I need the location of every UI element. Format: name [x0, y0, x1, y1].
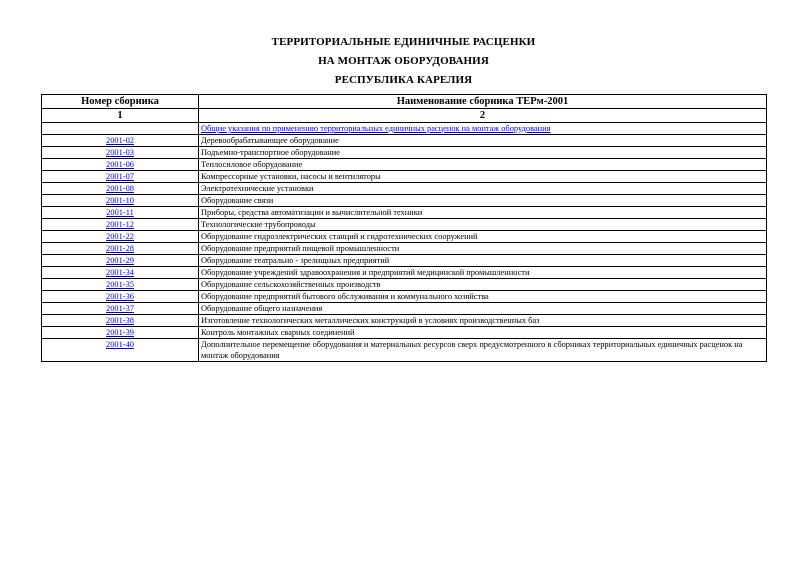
column-number-1: 1 [42, 109, 199, 123]
table-row [42, 219, 767, 231]
collection-name-cell: Компрессорные установки, насосы и вентиляторы [199, 171, 767, 183]
collection-code-link[interactable]: 2001-34 [106, 268, 134, 277]
collection-code-link[interactable]: 2001-38 [106, 316, 134, 325]
header-collection-name: Наименование сборника ТЕРм-2001 [199, 95, 767, 109]
table-row [42, 231, 767, 243]
collection-name-cell: Электротехнические установки [199, 183, 767, 195]
table-row [42, 339, 767, 362]
collection-name-cell: Изготовление технологических металлических конструкций в условиях производственных баз [199, 315, 767, 327]
collection-code-link[interactable]: 2001-29 [106, 256, 134, 265]
table-row [42, 207, 767, 219]
document-title [0, 36, 807, 93]
collection-name-cell: Приборы, средства автоматизации и вычислительной техники [199, 207, 767, 219]
collection-code-cell [42, 339, 199, 362]
table-row [42, 195, 767, 207]
column-number-2: 2 [199, 109, 767, 123]
table-row [42, 243, 767, 255]
column-number-row [42, 109, 767, 123]
title-line-3: РЕСПУБЛИКА КАРЕЛИЯ [334, 74, 473, 86]
collection-code-link[interactable]: 2001-10 [106, 196, 134, 205]
collection-code-cell [42, 291, 199, 303]
collection-code-cell [42, 183, 199, 195]
table-row [42, 135, 767, 147]
collection-name-cell: Контроль монтажных сварных соединений [199, 327, 767, 339]
title-line-2: НА МОНТАЖ ОБОРУДОВАНИЯ [318, 55, 489, 67]
collection-name-cell: Оборудование театрально - зрелищных предприятий [199, 255, 767, 267]
collection-name-cell: Дополнительное перемещение оборудования и материальных ресурсов сверх предусмотренного в сборниках территориальных единичных расценок на монтаж оборудования [199, 339, 767, 362]
collection-name-cell: Оборудование общего назначения [199, 303, 767, 315]
collection-code-link[interactable]: 2001-02 [106, 136, 134, 145]
table-row [42, 303, 767, 315]
collection-code-link[interactable]: 2001-39 [106, 328, 134, 337]
table-row [42, 183, 767, 195]
collection-code-link[interactable]: 2001-28 [106, 244, 134, 253]
collection-code-cell [42, 231, 199, 243]
collection-code-link[interactable]: 2001-37 [106, 304, 134, 313]
collection-code-link[interactable]: 2001-03 [106, 148, 134, 157]
collection-code-cell [42, 219, 199, 231]
collection-code-cell [42, 255, 199, 267]
collection-name-cell: Подъемно-транспортное оборудование [199, 147, 767, 159]
table-row [42, 291, 767, 303]
collection-code-cell [42, 147, 199, 159]
table-row [42, 171, 767, 183]
collection-code-cell [42, 159, 199, 171]
table-row [42, 267, 767, 279]
collection-code-cell [42, 207, 199, 219]
collection-code-cell [42, 195, 199, 207]
collection-code-cell [42, 279, 199, 291]
collection-name-cell: Оборудование гидроэлектрических станций и гидротехнических сооружений [199, 231, 767, 243]
table-row [42, 315, 767, 327]
table-row-intro [42, 123, 767, 135]
collection-code-link[interactable]: 2001-06 [106, 160, 134, 169]
collection-code-link[interactable]: 2001-40 [106, 340, 134, 349]
table-row [42, 327, 767, 339]
collection-code-link[interactable]: 2001-08 [106, 184, 134, 193]
collection-name-cell: Деревообрабатывающее оборудование [199, 135, 767, 147]
collection-name-cell: Оборудование связи [199, 195, 767, 207]
collection-code-cell [42, 267, 199, 279]
collection-name-cell: Оборудование сельскохозяйственных производств [199, 279, 767, 291]
general-instructions-link[interactable]: Общие указания по применению территориальных единичных расценок на монтаж оборудования [201, 124, 551, 133]
intro-name-cell [199, 123, 767, 135]
collection-code-link[interactable]: 2001-36 [106, 292, 134, 301]
collection-code-cell [42, 303, 199, 315]
table-row [42, 255, 767, 267]
table-header-row [42, 95, 767, 109]
collection-name-cell: Оборудование предприятий пищевой промышленности [199, 243, 767, 255]
table-row [42, 147, 767, 159]
collection-name-cell: Теплосиловое оборудование [199, 159, 767, 171]
collection-name-cell: Оборудование учреждений здравоохранения и предприятий медицинской промышленности [199, 267, 767, 279]
collection-code-link[interactable]: 2001-12 [106, 220, 134, 229]
collection-name-cell: Оборудование предприятий бытового обслуживания и коммунального хозяйства [199, 291, 767, 303]
intro-code-cell [42, 123, 199, 135]
collection-code-link[interactable]: 2001-22 [106, 232, 134, 241]
header-collection-number: Номер сборника [42, 95, 199, 109]
collection-code-link[interactable]: 2001-07 [106, 172, 134, 181]
collection-code-cell [42, 327, 199, 339]
collection-code-cell [42, 135, 199, 147]
collection-code-cell [42, 243, 199, 255]
collection-name-cell: Технологические трубопроводы [199, 219, 767, 231]
table-row [42, 159, 767, 171]
table-row [42, 279, 767, 291]
title-line-1: ТЕРРИТОРИАЛЬНЫЕ ЕДИНИЧНЫЕ РАСЦЕНКИ [271, 36, 536, 48]
collection-code-link[interactable]: 2001-11 [106, 208, 134, 217]
collection-code-cell [42, 171, 199, 183]
collection-code-cell [42, 315, 199, 327]
collections-table [41, 94, 767, 362]
collection-code-link[interactable]: 2001-35 [106, 280, 134, 289]
